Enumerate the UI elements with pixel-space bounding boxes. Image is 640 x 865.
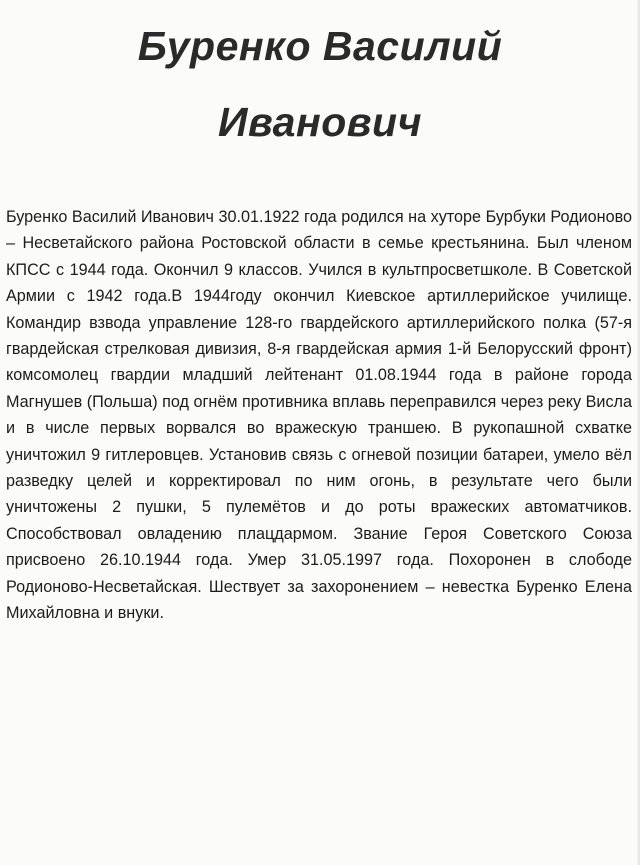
page-title-line-2: Иванович xyxy=(217,99,423,145)
page-title-line-1: Буренко Василий xyxy=(137,23,503,69)
biography-paragraph: Буренко Василий Иванович 30.01.1922 года родился на хуторе Бурбуки Родионово – Несветайского района Ростовской области в семье крестьянина. Был членом КПСС с 1944 года. Окончил 9 классов. Учился в культпросветшколе. В Советской Армии с 1942 года.В 1944году окончил Киевское артиллерийское училище. Командир взвода управление 128-го гвардейского артиллерийского полка (57-я гвардейская стрелковая дивизия, 8-я гвардейская армия 1-й Белорусский фронт) комсомолец гвардии младший лейтенант 01.08.1944 года в районе города Магнушев (Польша) под огнём противника вплавь переправился через реку Висла и в числе первых ворвался во вражескую траншею. В рукопашной схватке уничтожил 9 гитлеровцев. Установив связь с огневой позиции батареи, умело вёл разведку целей и корректировал по ним огонь, в результате чего были уничтожены 2 пушки, 5 пулемётов и до роты вражеских автоматчиков. Способствовал овладению плацдармом. Звание Героя Советского Союза присвоено 26.10.1944 года. Умер 31.05.1997 года. Похоронен в слободе Родионово-Несветайская. Шествует за захоронением – невестка Буренко Елена Михайловна и внуки. xyxy=(6,208,632,623)
